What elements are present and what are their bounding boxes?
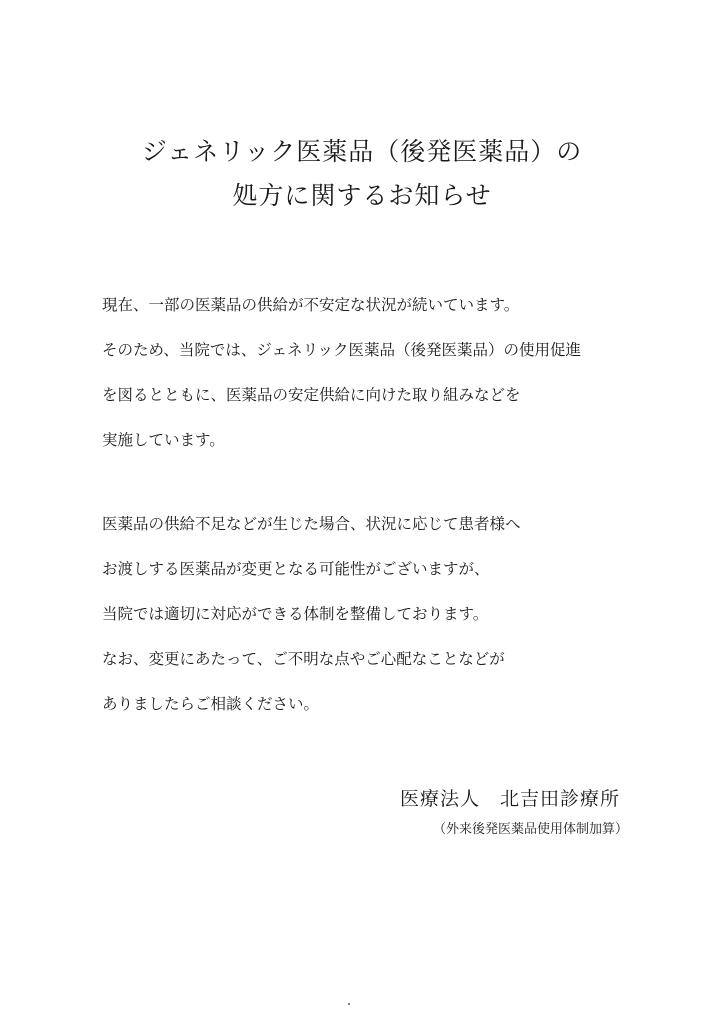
document-title — [0, 130, 724, 218]
paragraph-1-line-4: 実施しています。 — [102, 431, 225, 449]
paragraph-1-line-1: 現在、一部の医薬品の供給が不安定な状況が続いています。 — [102, 296, 520, 314]
paragraph-2 — [102, 502, 662, 727]
paragraph-2-line-3: 当院では適切に対応ができる体制を整備しております。 — [102, 605, 489, 623]
clinic-name: 医療法人 北吉田診療所 — [399, 788, 620, 810]
title-line-2: 処方に関するお知らせ — [232, 181, 492, 210]
paragraph-1-line-3: を図るとともに、医薬品の安定供給に向けた取り組みなどを — [102, 386, 521, 404]
paragraph-2-line-5: ありましたらご相談ください。 — [102, 695, 320, 713]
paragraph-2-line-1: 医薬品の供給不足などが生じた場合、状況に応じて患者様へ — [102, 515, 521, 533]
signature-note: （外来後発医薬品使用体制加算） — [432, 822, 628, 837]
signature-block — [399, 784, 628, 840]
paragraph-2-line-4: なお、変更にあたって、ご不明な点やご心配なことなどが — [102, 650, 505, 668]
paragraph-1 — [102, 283, 662, 463]
paragraph-2-line-2: お渡しする医薬品が変更となる可能性がございますが、 — [102, 560, 490, 578]
paragraph-1-line-2: そのため、当院では、ジェネリック医薬品（後発医薬品）の使用促進 — [102, 341, 581, 359]
title-line-1: ジェネリック医薬品（後発医薬品）の — [141, 137, 583, 166]
scan-speck — [348, 1003, 350, 1005]
